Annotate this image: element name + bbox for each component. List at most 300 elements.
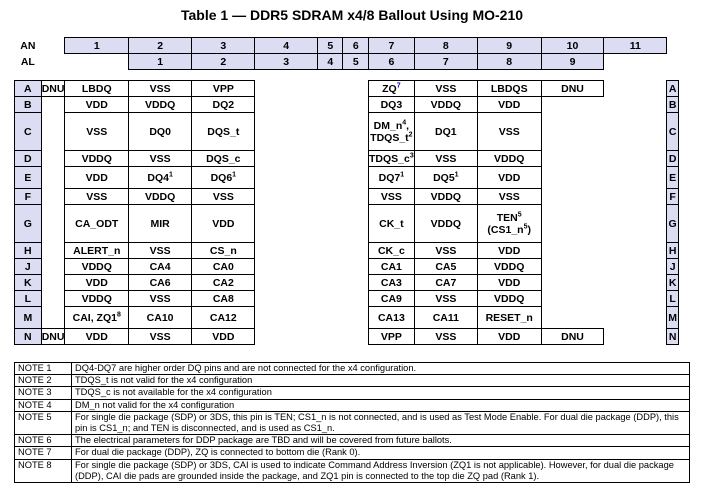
ball-name: CS_n	[209, 244, 237, 257]
ball-cell	[129, 97, 192, 113]
depopulated	[317, 81, 343, 97]
ball-cell	[129, 275, 192, 291]
ball-name: VSS	[149, 292, 171, 305]
ball-cell	[368, 291, 414, 307]
an-column-header: 2	[129, 38, 192, 54]
note-label: NOTE 8	[15, 459, 72, 482]
ball-cell	[65, 113, 129, 151]
ball-name: RESET_n	[485, 311, 533, 324]
ball-cell	[477, 167, 541, 189]
ball-name: DQS_t	[207, 125, 240, 138]
ballout-row	[15, 167, 704, 189]
empty-ball	[41, 275, 65, 291]
blank	[667, 38, 679, 54]
depopulated	[255, 259, 318, 275]
empty-ball	[541, 291, 604, 307]
ballout-row	[15, 329, 704, 345]
gap	[604, 81, 667, 97]
ball-name: VPP	[212, 82, 234, 95]
note-row	[15, 387, 690, 399]
al-label: AL	[20, 55, 35, 68]
gap	[604, 113, 667, 151]
row-label-left: N	[15, 329, 42, 345]
depopulated	[255, 189, 318, 205]
ball-cell	[477, 205, 541, 243]
gap	[604, 275, 667, 291]
ball-cell	[65, 205, 129, 243]
row-label-right: C	[667, 113, 679, 151]
gap	[604, 205, 667, 243]
al-column-header: 4	[317, 54, 343, 70]
ball-cell	[477, 307, 541, 329]
note-text: For dual die package (DDP), ZQ is connected to bottom die (Rank 0).	[72, 447, 690, 459]
ball-name: CA1	[380, 260, 402, 273]
ball-name: ZQ	[382, 82, 397, 95]
ball-cell	[414, 167, 477, 189]
empty-ball	[41, 113, 65, 151]
al-column-header: 8	[477, 54, 541, 70]
blank	[65, 54, 129, 70]
empty-ball	[41, 291, 65, 307]
row-label-left: B	[15, 97, 42, 113]
depopulated	[317, 97, 343, 113]
note-row	[15, 459, 690, 482]
row-label-right: E	[667, 167, 679, 189]
depopulated	[255, 291, 318, 307]
ball-name: CK_t	[379, 217, 404, 230]
depopulated	[343, 243, 369, 259]
gap	[41, 38, 65, 54]
blank	[667, 54, 679, 70]
ball-name: VDD	[85, 98, 108, 111]
note-text: TDQS_t is not valid for the x4 configuration	[72, 375, 690, 387]
gap	[604, 307, 667, 329]
ball-cell	[477, 243, 541, 259]
ball-name: VDDQ	[144, 190, 176, 203]
note-row	[15, 399, 690, 411]
ball-cell	[368, 97, 414, 113]
note-ref: 2	[408, 131, 413, 138]
empty-ball	[41, 205, 65, 243]
note-ref: 1	[168, 171, 173, 178]
depopulated	[255, 205, 318, 243]
ball-cell	[414, 205, 477, 243]
row-label-left: L	[15, 291, 42, 307]
ball-cell	[129, 189, 192, 205]
ball-name-end: )	[527, 223, 531, 236]
an-column-header: 6	[343, 38, 369, 54]
empty-ball	[41, 151, 65, 167]
note-label: NOTE 1	[15, 363, 72, 375]
depopulated	[343, 151, 369, 167]
ball-name: DNU	[41, 82, 65, 95]
ball-name: CA12	[209, 311, 237, 324]
ball-cell	[65, 259, 129, 275]
ball-cell	[192, 189, 255, 205]
ball-cell	[192, 205, 255, 243]
note-ref: 7	[396, 82, 401, 89]
row-label-right: F	[667, 189, 679, 205]
ball-name: VDDQ	[430, 217, 461, 230]
row-label-left: K	[15, 275, 42, 291]
depopulated	[343, 275, 369, 291]
depopulated	[317, 291, 343, 307]
note-ref: 1	[232, 171, 237, 178]
ball-cell	[368, 275, 414, 291]
ball-cell	[414, 81, 477, 97]
ballout-row	[15, 291, 704, 307]
ball-name: VDDQ	[144, 98, 176, 111]
notes-table	[14, 362, 690, 483]
empty-ball	[541, 205, 604, 243]
ball-name: VDDQ	[430, 98, 461, 111]
ballout-row	[15, 275, 704, 291]
ball-cell	[477, 275, 541, 291]
ball-cell	[368, 243, 414, 259]
ball-name: CA2	[212, 276, 234, 289]
ball-name: VDD	[212, 217, 235, 230]
depopulated	[343, 291, 369, 307]
ball-name: VSS	[435, 244, 457, 257]
ball-cell	[368, 329, 414, 345]
ball-name: CA6	[149, 276, 171, 289]
ballout-row	[15, 97, 704, 113]
ball-cell	[41, 329, 65, 345]
ball-name: DQ5	[433, 171, 455, 184]
ball-cell	[192, 97, 255, 113]
ball-cell	[192, 275, 255, 291]
ball-cell	[477, 81, 541, 97]
depopulated	[317, 243, 343, 259]
note-row	[15, 363, 690, 375]
ballout-row	[15, 243, 704, 259]
empty-ball	[541, 151, 604, 167]
ball-name: VDDQ	[81, 292, 112, 305]
depopulated	[255, 243, 318, 259]
ball-name-line2: TDQS_t	[370, 131, 409, 144]
al-column-header: 2	[192, 54, 255, 70]
depopulated	[255, 151, 318, 167]
ball-name: VSS	[435, 292, 457, 305]
row-label-left: C	[15, 113, 42, 151]
ball-cell	[477, 291, 541, 307]
note-text: DM_n not valid for the x4 configuration	[72, 399, 690, 411]
ball-name: VDDQ	[494, 260, 525, 273]
row-label-right: N	[667, 329, 679, 345]
ball-name: CA13	[377, 311, 405, 324]
note-ref: 5	[523, 223, 528, 230]
depopulated	[343, 81, 369, 97]
ball-cell	[129, 243, 192, 259]
note-label: NOTE 4	[15, 399, 72, 411]
row-label-left: J	[15, 259, 42, 275]
ball-cell	[192, 291, 255, 307]
ball-cell	[192, 259, 255, 275]
ball-cell	[129, 291, 192, 307]
ball-name: VDD	[212, 330, 235, 343]
empty-ball	[541, 243, 604, 259]
depopulated	[317, 307, 343, 329]
gap	[604, 167, 667, 189]
an-column-header: 8	[414, 38, 477, 54]
ball-cell	[414, 275, 477, 291]
depopulated	[317, 275, 343, 291]
ball-name: VSS	[380, 190, 402, 203]
ball-name: VSS	[86, 125, 108, 138]
ball-cell	[368, 205, 414, 243]
ball-cell	[192, 243, 255, 259]
al-column-header: 9	[541, 54, 604, 70]
empty-ball	[41, 243, 65, 259]
blank	[604, 54, 667, 70]
ball-cell	[192, 81, 255, 97]
ball-name: VSS	[498, 125, 520, 138]
ball-name: VPP	[380, 330, 402, 343]
depopulated	[343, 113, 369, 151]
depopulated	[317, 151, 343, 167]
note-row	[15, 375, 690, 387]
ball-name: ALERT_n	[73, 244, 121, 257]
depopulated	[343, 205, 369, 243]
ball-cell	[129, 259, 192, 275]
spacer	[15, 70, 704, 81]
depopulated	[343, 167, 369, 189]
an-column-header: 9	[477, 38, 541, 54]
ball-cell	[129, 307, 192, 329]
gap	[604, 189, 667, 205]
depopulated	[343, 97, 369, 113]
depopulated	[255, 97, 318, 113]
ballout-row	[15, 81, 704, 97]
ball-name: VSS	[498, 190, 520, 203]
ball-cell	[65, 97, 129, 113]
ball-name: VSS	[212, 190, 234, 203]
ball-name: TDQS_c	[368, 152, 410, 165]
empty-ball	[541, 97, 604, 113]
ball-name: CA5	[435, 260, 457, 273]
al-column-header: 3	[255, 54, 318, 70]
depopulated	[343, 329, 369, 345]
ball-name: DQ1	[435, 125, 457, 138]
note-ref: 8	[116, 311, 121, 318]
ball-name: VSS	[435, 330, 457, 343]
ball-name: TEN	[496, 211, 518, 224]
empty-ball	[541, 275, 604, 291]
depopulated	[317, 259, 343, 275]
row-label-left: E	[15, 167, 42, 189]
ball-cell	[129, 205, 192, 243]
gap	[604, 151, 667, 167]
ball-name: DNU	[41, 330, 65, 343]
ball-name: VDDQ	[494, 152, 525, 165]
ball-cell	[368, 307, 414, 329]
ball-name: DQ2	[212, 98, 235, 111]
gap	[604, 243, 667, 259]
ball-cell	[65, 151, 129, 167]
ball-cell	[65, 81, 129, 97]
note-text: DQ4-DQ7 are higher order DQ pins and are not connected for the x4 configuration.	[72, 363, 690, 375]
an-column-header: 5	[317, 38, 343, 54]
al-column-header: 6	[368, 54, 414, 70]
note-ref: 1	[454, 171, 459, 178]
ball-name: CA8	[212, 292, 234, 305]
row-label-right: J	[667, 259, 679, 275]
ball-cell	[477, 259, 541, 275]
row-label-right: K	[667, 275, 679, 291]
row-label-left: M	[15, 307, 42, 329]
ball-name: VDD	[498, 98, 521, 111]
ball-name: LBDQS	[490, 82, 528, 95]
ball-cell	[541, 81, 604, 97]
depopulated	[255, 329, 318, 345]
ball-cell	[477, 189, 541, 205]
table-title: Table 1 — DDR5 SDRAM x4/8 Ballout Using MO-210	[180, 7, 524, 23]
ball-cell	[368, 113, 414, 151]
ballout-row	[15, 151, 704, 167]
row-label-right: L	[667, 291, 679, 307]
gap	[604, 97, 667, 113]
al-column-header: 5	[343, 54, 369, 70]
ball-cell	[477, 113, 541, 151]
note-row	[15, 435, 690, 447]
empty-ball	[541, 189, 604, 205]
row-label-left: A	[15, 81, 42, 97]
ball-cell	[368, 81, 414, 97]
gap	[604, 291, 667, 307]
ball-cell	[477, 329, 541, 345]
row-label-right: H	[667, 243, 679, 259]
ball-name: VSS	[149, 82, 171, 95]
ball-cell	[65, 243, 129, 259]
ball-cell	[368, 151, 414, 167]
note-text: For single die package (SDP) or 3DS, this pin is TEN; CS1_n is not connected, and is used as Test Mode Enable. For dual die package (DDP), this pin is CS1_n; and TEN is disconnected, and is used as CS1_n.	[72, 411, 690, 434]
al-column-header: 7	[414, 54, 477, 70]
ball-cell	[65, 167, 129, 189]
ballout-row	[15, 189, 704, 205]
ball-name: DQ3	[380, 98, 403, 111]
ball-cell	[129, 81, 192, 97]
ball-cell	[192, 167, 255, 189]
row-label-right: G	[667, 205, 679, 243]
gap	[41, 54, 65, 70]
ball-cell	[477, 97, 541, 113]
an-column-header: 3	[192, 38, 255, 54]
ball-name: VSS	[149, 152, 171, 165]
ball-cell	[129, 151, 192, 167]
ball-name: CAI, ZQ1	[72, 311, 117, 324]
ball-cell	[541, 329, 604, 345]
row-label-right: B	[667, 97, 679, 113]
depopulated	[317, 329, 343, 345]
depopulated	[317, 113, 343, 151]
ball-cell	[414, 259, 477, 275]
depopulated	[317, 205, 343, 243]
ball-name: VDD	[498, 244, 521, 257]
note-row	[15, 447, 690, 459]
ball-cell	[129, 113, 192, 151]
depopulated	[343, 307, 369, 329]
ball-cell	[414, 113, 477, 151]
depopulated	[343, 189, 369, 205]
ball-name: LBDQ	[81, 82, 112, 95]
ball-name: DQ7	[378, 171, 401, 184]
note-ref: 4	[402, 119, 407, 126]
ball-cell	[477, 151, 541, 167]
ball-name: VSS	[435, 82, 457, 95]
ball-name: DNU	[561, 82, 584, 95]
empty-ball	[41, 307, 65, 329]
note-ref: 3	[409, 152, 414, 159]
ball-name: VDD	[85, 276, 108, 289]
row-label-right: M	[667, 307, 679, 329]
ball-name: VDDQ	[494, 292, 525, 305]
row-label-left: H	[15, 243, 42, 259]
note-label: NOTE 7	[15, 447, 72, 459]
ball-name: VSS	[86, 190, 108, 203]
note-row	[15, 411, 690, 434]
depopulated	[343, 259, 369, 275]
ball-cell	[65, 291, 129, 307]
empty-ball	[41, 167, 65, 189]
ball-cell	[129, 329, 192, 345]
ballout-row	[15, 307, 704, 329]
note-text: The electrical parameters for DDP package are TBD and will be covered from future ballots.	[72, 435, 690, 447]
ball-name: VDD	[498, 330, 521, 343]
ball-name: DM_n	[373, 119, 403, 132]
gap	[604, 329, 667, 345]
ball-name: DQ4	[147, 171, 169, 184]
an-column-header: 7	[368, 38, 414, 54]
ball-cell	[414, 97, 477, 113]
ball-name: DQ0	[149, 125, 171, 138]
ball-cell	[368, 259, 414, 275]
note-label: NOTE 2	[15, 375, 72, 387]
ball-cell	[192, 329, 255, 345]
note-label: NOTE 3	[15, 387, 72, 399]
ball-name: CA_ODT	[75, 217, 119, 230]
depopulated	[317, 167, 343, 189]
note-ref: 5	[517, 211, 522, 218]
depopulated	[255, 307, 318, 329]
empty-ball	[541, 259, 604, 275]
ballout-row	[15, 205, 704, 243]
ball-name: CA0	[212, 260, 234, 273]
ball-cell	[414, 151, 477, 167]
al-column-header: 1	[129, 54, 192, 70]
row-label-right: A	[667, 81, 679, 97]
ballout-table	[14, 37, 704, 345]
ball-cell	[192, 151, 255, 167]
ball-name: CA3	[380, 276, 402, 289]
ball-cell	[368, 189, 414, 205]
note-ref: 1	[400, 171, 405, 178]
empty-ball	[41, 97, 65, 113]
row-label-right: D	[667, 151, 679, 167]
ball-name: VSS	[149, 244, 171, 257]
ball-name-sep: ,	[406, 119, 410, 132]
note-label: NOTE 5	[15, 411, 72, 434]
depopulated	[255, 113, 318, 151]
ball-name: VDDQ	[81, 260, 112, 273]
ball-cell	[41, 81, 65, 97]
ball-cell	[414, 291, 477, 307]
ball-name: DQ6	[210, 171, 233, 184]
ball-cell	[65, 275, 129, 291]
empty-ball	[41, 259, 65, 275]
depopulated	[317, 189, 343, 205]
ball-name: CK_c	[377, 244, 405, 257]
ball-name: CA10	[146, 311, 174, 324]
